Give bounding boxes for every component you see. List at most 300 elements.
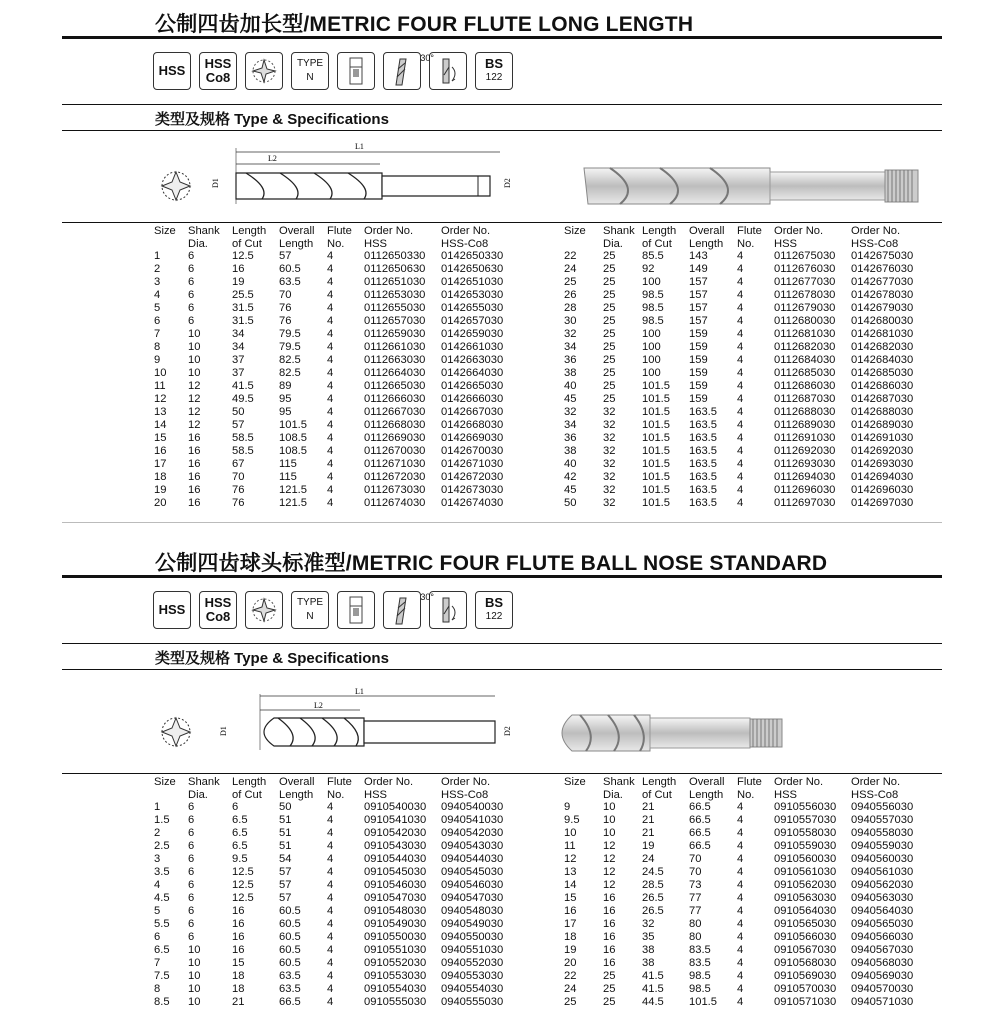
table-cell: 34 xyxy=(232,341,245,353)
table-cell: 0940543030 xyxy=(441,840,504,852)
table-cell: 0910564030 xyxy=(774,905,837,917)
table-row xyxy=(564,458,941,471)
table-cell: 0142650630 xyxy=(441,263,504,275)
table-cell: 11 xyxy=(564,840,576,852)
table-cell: 4 xyxy=(737,367,744,379)
table-cell: 0142675030 xyxy=(851,250,914,262)
table-cell: 28.5 xyxy=(642,879,664,891)
table-cell: 51 xyxy=(279,814,292,826)
table-row xyxy=(154,801,531,814)
table-cell: 54 xyxy=(279,853,292,865)
table-cell: 0112688030 xyxy=(774,406,836,418)
table-cell: 101.5 xyxy=(642,380,670,392)
table-cell: 66.5 xyxy=(689,801,711,813)
table-cell: 0910548030 xyxy=(364,905,427,917)
table-row xyxy=(564,484,941,497)
table-cell: 0910552030 xyxy=(364,957,427,969)
table-cell: 0940570030 xyxy=(851,983,914,995)
table-cell: 0940551030 xyxy=(441,944,504,956)
table-cell: 163.5 xyxy=(689,484,717,496)
table-cell: 0910553030 xyxy=(364,970,427,982)
table-cell: 34 xyxy=(564,419,577,431)
table-row xyxy=(564,367,941,380)
table-cell: 85.5 xyxy=(642,250,664,262)
four-flute-section-icon xyxy=(245,591,283,629)
table-cell: 0940567030 xyxy=(851,944,914,956)
table-cell: 25 xyxy=(603,302,616,314)
table-cell: 4 xyxy=(737,918,744,930)
table-cell: 0112685030 xyxy=(774,367,836,379)
table-row xyxy=(154,380,531,393)
table-cell: 60.5 xyxy=(279,944,301,956)
table-row xyxy=(564,996,941,1009)
table-cell: 9.5 xyxy=(564,814,580,826)
table-cell: 101.5 xyxy=(279,419,307,431)
table-cell: 101.5 xyxy=(642,419,670,431)
table-cell: 4 xyxy=(737,944,744,956)
table-cell: 12.5 xyxy=(232,892,254,904)
table-cell: 4 xyxy=(327,827,334,839)
l2-label: L2 xyxy=(314,701,323,710)
table-cell: 4 xyxy=(737,892,744,904)
table-cell: 57 xyxy=(279,892,292,904)
table-rule xyxy=(62,773,942,774)
table-cell: 98.5 xyxy=(642,302,664,314)
table-cell: 25 xyxy=(603,367,616,379)
table-cell: 100 xyxy=(642,328,661,340)
table-cell: 9 xyxy=(154,354,161,366)
table-cell: 50 xyxy=(232,406,245,418)
table-cell: 37 xyxy=(232,367,245,379)
table-cell: 0910544030 xyxy=(364,853,427,865)
table-cell: 4 xyxy=(327,944,334,956)
table-row xyxy=(154,432,531,445)
table-cell: 4 xyxy=(327,801,334,813)
table-cell: 6 xyxy=(188,250,195,262)
table-cell: 10 xyxy=(188,341,201,353)
table-cell: 6 xyxy=(188,315,195,327)
table-cell: 0940569030 xyxy=(851,970,914,982)
col-order-hss: Order No. xyxy=(364,225,414,237)
table-cell: 98.5 xyxy=(689,983,711,995)
table-cell: 19 xyxy=(564,944,577,956)
table-cell: 0940561030 xyxy=(851,866,914,878)
table-cell: 8.5 xyxy=(154,996,170,1008)
table-cell: 0940555030 xyxy=(441,996,504,1008)
col-length-cut: Length xyxy=(232,225,267,237)
table-row xyxy=(564,263,941,276)
table-row xyxy=(564,970,941,983)
table-cell: 0910555030 xyxy=(364,996,427,1008)
table-cell: 0910569030 xyxy=(774,970,837,982)
table-cell: 0112674030 xyxy=(364,497,426,509)
table-cell: 12 xyxy=(603,853,616,865)
table-cell: 4 xyxy=(154,879,161,891)
table-cell: 121.5 xyxy=(279,484,307,496)
table-cell: 6 xyxy=(188,302,195,314)
spec-label: 类型及规格 Type & Specifications xyxy=(155,111,389,128)
icon-bar xyxy=(153,591,513,633)
col-order-co8: Order No. xyxy=(441,225,491,237)
col-flute: Flute xyxy=(327,225,352,237)
table-cell: 14 xyxy=(154,419,167,431)
table-cell: 0910557030 xyxy=(774,814,837,826)
table-cell: 10 xyxy=(188,996,201,1008)
table-cell: 0112671030 xyxy=(364,458,426,470)
table-row xyxy=(154,393,531,406)
d2-label: D2 xyxy=(503,726,512,736)
l1-label: L1 xyxy=(355,142,364,151)
table-cell: 4 xyxy=(737,445,744,457)
table-cell: 13 xyxy=(564,866,577,878)
table-cell: 16 xyxy=(603,905,616,917)
table-row xyxy=(564,853,941,866)
col-shank: Shank xyxy=(188,225,220,237)
table-cell: 37 xyxy=(232,354,245,366)
table-cell: 0112670030 xyxy=(364,445,426,457)
table-header: Size Shank Length Overall Flute Order No. Order No. xyxy=(564,776,901,788)
table-cell: 35 xyxy=(642,931,655,943)
table-cell: 6 xyxy=(188,827,195,839)
table-cell: 20 xyxy=(564,957,577,969)
table-cell: 60.5 xyxy=(279,918,301,930)
table-cell: 32 xyxy=(603,432,616,444)
table-cell: 0940564030 xyxy=(851,905,914,917)
table-cell: 70 xyxy=(689,853,702,865)
table-cell: 98.5 xyxy=(689,970,711,982)
table-cell: 0112682030 xyxy=(774,341,836,353)
table-cell: 25 xyxy=(603,354,616,366)
table-cell: 70 xyxy=(689,866,702,878)
table-cell: 163.5 xyxy=(689,458,717,470)
table-cell: 57 xyxy=(232,419,245,431)
table-cell: 1 xyxy=(154,250,161,262)
table-cell: 0112689030 xyxy=(774,419,836,431)
hss-co8-badge: HSS Co8 xyxy=(199,591,237,629)
table-cell: 0112653030 xyxy=(364,289,426,301)
table-cell: 4 xyxy=(737,315,744,327)
table-rule xyxy=(62,222,942,223)
table-cell: 42 xyxy=(564,471,577,483)
table-cell: 4 xyxy=(327,866,334,878)
helix-30-icon: 30° xyxy=(383,591,421,629)
table-cell: 12.5 xyxy=(232,866,254,878)
table-cell: 83.5 xyxy=(689,944,711,956)
table-cell: 10 xyxy=(603,827,616,839)
table-cell: 10 xyxy=(564,827,577,839)
table-row xyxy=(154,996,531,1009)
table-cell: 21 xyxy=(642,814,655,826)
table-cell: 0910559030 xyxy=(774,840,837,852)
table-cell: 143 xyxy=(689,250,708,262)
table-cell: 12 xyxy=(603,840,616,852)
table-cell: 0142697030 xyxy=(851,497,914,509)
table-cell: 163.5 xyxy=(689,406,717,418)
table-cell: 0910545030 xyxy=(364,866,427,878)
table-cell: 4 xyxy=(327,814,334,826)
table-cell: 32 xyxy=(603,497,616,509)
table-cell: 0910549030 xyxy=(364,918,427,930)
table-cell: 77 xyxy=(689,892,702,904)
table-cell: 0112673030 xyxy=(364,484,426,496)
table-cell: 40 xyxy=(564,380,577,392)
table-cell: 0142665030 xyxy=(441,380,504,392)
table-cell: 0910550030 xyxy=(364,931,427,943)
table-cell: 4 xyxy=(327,354,334,366)
table-cell: 25 xyxy=(603,380,616,392)
table-cell: 36 xyxy=(564,432,577,444)
table-cell: 108.5 xyxy=(279,445,307,457)
table-cell: 4 xyxy=(737,497,744,509)
table-cell: 0142661030 xyxy=(441,341,504,353)
table-cell: 63.5 xyxy=(279,983,301,995)
table-cell: 4 xyxy=(327,250,334,262)
bs122-badge: BS 122 xyxy=(475,52,513,90)
table-cell: 0910547030 xyxy=(364,892,427,904)
table-cell: 89 xyxy=(279,380,292,392)
table-cell: 12.5 xyxy=(232,250,254,262)
table-cell: 1.5 xyxy=(154,814,170,826)
table-cell: 0142670030 xyxy=(441,445,504,457)
table-cell: 121.5 xyxy=(279,497,307,509)
table-cell: 12 xyxy=(603,879,616,891)
table-cell: 45 xyxy=(564,393,577,405)
table-cell: 101.5 xyxy=(642,406,670,418)
table-row xyxy=(564,944,941,957)
table-cell: 16 xyxy=(603,918,616,930)
table-cell: 0940554030 xyxy=(441,983,504,995)
table-cell: 16 xyxy=(564,905,577,917)
table-cell: 4 xyxy=(737,866,744,878)
table-cell: 2.5 xyxy=(154,840,170,852)
end-view xyxy=(162,172,190,200)
table-cell: 16 xyxy=(188,432,201,444)
table-cell: 6 xyxy=(188,931,195,943)
table-cell: 60.5 xyxy=(279,263,301,275)
table-cell: 24 xyxy=(642,853,655,865)
table-cell: 6 xyxy=(188,853,195,865)
table-cell: 32 xyxy=(642,918,655,930)
table-cell: 0940541030 xyxy=(441,814,504,826)
shank-icon xyxy=(337,591,375,629)
table-cell: 4 xyxy=(327,983,334,995)
table-cell: 25 xyxy=(564,276,577,288)
table-cell: 95 xyxy=(279,393,292,405)
tool-photo xyxy=(580,158,960,228)
table-cell: 0112650330 xyxy=(364,250,426,262)
table-cell: 7.5 xyxy=(154,970,170,982)
table-cell: 0112659030 xyxy=(364,328,426,340)
table-cell: 0940556030 xyxy=(851,801,914,813)
table-row xyxy=(154,367,531,380)
table-cell: 0142696030 xyxy=(851,484,914,496)
table-cell: 159 xyxy=(689,380,708,392)
table-cell: 25 xyxy=(603,996,616,1008)
table-cell: 4 xyxy=(327,406,334,418)
table-cell: 5.5 xyxy=(154,918,170,930)
table-cell: 22 xyxy=(564,250,577,262)
table-cell: 10 xyxy=(188,328,201,340)
table-cell: 32 xyxy=(603,471,616,483)
table-row xyxy=(154,918,531,931)
table-cell: 24 xyxy=(564,983,577,995)
table-cell: 32 xyxy=(564,328,577,340)
table-cell: 50 xyxy=(564,497,577,509)
table-row xyxy=(564,393,941,406)
table-cell: 67 xyxy=(232,458,245,470)
table-cell: 0940552030 xyxy=(441,957,504,969)
table-row xyxy=(154,250,531,263)
table-cell: 4 xyxy=(737,840,744,852)
table-cell: 0910546030 xyxy=(364,879,427,891)
table-cell: 6 xyxy=(188,879,195,891)
table-cell: 40 xyxy=(564,458,577,470)
table-cell: 0910543030 xyxy=(364,840,427,852)
table-cell: 4 xyxy=(737,983,744,995)
table-cell: 4 xyxy=(737,354,744,366)
table-cell: 6 xyxy=(188,801,195,813)
table-cell: 21 xyxy=(232,996,245,1008)
table-cell: 77 xyxy=(689,905,702,917)
table-cell: 41.5 xyxy=(232,380,254,392)
table-row xyxy=(154,289,531,302)
table-row xyxy=(564,380,941,393)
table-row xyxy=(564,957,941,970)
table-row xyxy=(564,432,941,445)
table-cell: 0910556030 xyxy=(774,801,837,813)
table-cell: 0940565030 xyxy=(851,918,914,930)
table-cell: 0112680030 xyxy=(774,315,836,327)
table-cell: 0910565030 xyxy=(774,918,837,930)
table-cell: 0112697030 xyxy=(774,497,836,509)
table-cell: 4 xyxy=(327,970,334,982)
col-size: Size xyxy=(154,225,176,237)
table-cell: 21 xyxy=(642,827,655,839)
table-cell: 10 xyxy=(188,354,201,366)
table-row xyxy=(154,328,531,341)
table-cell: 4 xyxy=(327,341,334,353)
table-cell: 10 xyxy=(188,957,201,969)
table-cell: 4 xyxy=(327,497,334,509)
table-cell: 0112684030 xyxy=(774,354,836,366)
table-row xyxy=(564,302,941,315)
table-cell: 101.5 xyxy=(642,497,670,509)
table-cell: 15 xyxy=(564,892,577,904)
table-cell: 3 xyxy=(154,276,161,288)
table-cell: 6 xyxy=(188,289,195,301)
table-cell: 26.5 xyxy=(642,892,664,904)
table-cell: 0940553030 xyxy=(441,970,504,982)
table-cell: 32 xyxy=(603,406,616,418)
table-cell: 4 xyxy=(737,853,744,865)
table-cell: 21 xyxy=(642,801,655,813)
table-cell: 4 xyxy=(737,419,744,431)
table-cell: 0112693030 xyxy=(774,458,836,470)
table-cell: 6 xyxy=(154,315,161,327)
l1-label: L1 xyxy=(355,688,364,696)
table-cell: 32 xyxy=(603,445,616,457)
table-cell: 101.5 xyxy=(642,393,670,405)
table-cell: 41.5 xyxy=(642,970,664,982)
section-rule xyxy=(62,130,942,131)
table-cell: 10 xyxy=(188,983,201,995)
table-cell: 4 xyxy=(737,432,744,444)
table-cell: 163.5 xyxy=(689,471,717,483)
table-cell: 0112672030 xyxy=(364,471,426,483)
hss-co8-badge: HSS Co8 xyxy=(199,52,237,90)
four-flute-section-icon xyxy=(245,52,283,90)
table-cell: 15 xyxy=(154,432,167,444)
table-cell: 6 xyxy=(154,931,161,943)
technical-drawing xyxy=(150,138,530,218)
table-row xyxy=(154,814,531,827)
type-n-badge: TYPE N xyxy=(291,591,329,629)
table-row xyxy=(154,484,531,497)
table-cell: 49.5 xyxy=(232,393,254,405)
table-row xyxy=(154,315,531,328)
table-cell: 0910566030 xyxy=(774,931,837,943)
table-cell: 101.5 xyxy=(642,458,670,470)
table-cell: 16 xyxy=(603,892,616,904)
table-cell: 4 xyxy=(737,957,744,969)
table-cell: 63.5 xyxy=(279,970,301,982)
table-header: Dia. of Cut Length No. HSS HSS-Co8 xyxy=(603,788,899,801)
table-cell: 0142674030 xyxy=(441,497,504,509)
table-cell: 4 xyxy=(737,393,744,405)
table-cell: 0112677030 xyxy=(774,276,836,288)
table-cell: 16 xyxy=(232,944,245,956)
table-cell: 0112657030 xyxy=(364,315,426,327)
table-cell: 0142651030 xyxy=(441,276,504,288)
table-cell: 4 xyxy=(327,393,334,405)
table-cell: 0940546030 xyxy=(441,879,504,891)
table-cell: 66.5 xyxy=(689,827,711,839)
table-cell: 1 xyxy=(154,801,161,813)
table-cell: 4 xyxy=(327,853,334,865)
table-cell: 24.5 xyxy=(642,866,664,878)
table-cell: 7 xyxy=(154,328,161,340)
table-cell: 4 xyxy=(327,289,334,301)
table-cell: 4 xyxy=(327,484,334,496)
table-cell: 4 xyxy=(327,419,334,431)
table-row xyxy=(154,944,531,957)
table-cell: 0142663030 xyxy=(441,354,504,366)
table-cell: 13 xyxy=(154,406,167,418)
table-cell: 6 xyxy=(188,840,195,852)
table-cell: 2 xyxy=(154,827,161,839)
table-cell: 25 xyxy=(603,263,616,275)
table-cell: 0910540030 xyxy=(364,801,427,813)
table-cell: 0940540030 xyxy=(441,801,504,813)
table-row xyxy=(564,497,941,510)
table-cell: 16 xyxy=(232,905,245,917)
section-title: 公制四齿球头标准型/METRIC FOUR FLUTE BALL NOSE STANDARD xyxy=(155,552,828,575)
table-cell: 38 xyxy=(642,944,655,956)
table-cell: 4 xyxy=(737,879,744,891)
table-cell: 4 xyxy=(327,276,334,288)
table-cell: 18 xyxy=(154,471,167,483)
table-cell: 0142653030 xyxy=(441,289,504,301)
table-cell: 70 xyxy=(279,289,292,301)
table-row xyxy=(564,354,941,367)
table-cell: 12 xyxy=(188,419,201,431)
table-cell: 0142679030 xyxy=(851,302,914,314)
table-cell: 92 xyxy=(642,263,655,275)
table-cell: 25 xyxy=(564,996,577,1008)
table-cell: 159 xyxy=(689,328,708,340)
table-header: Dia. of Cut Length No. HSS HSS-Co8 xyxy=(188,237,489,250)
table-cell: 101.5 xyxy=(689,996,717,1008)
